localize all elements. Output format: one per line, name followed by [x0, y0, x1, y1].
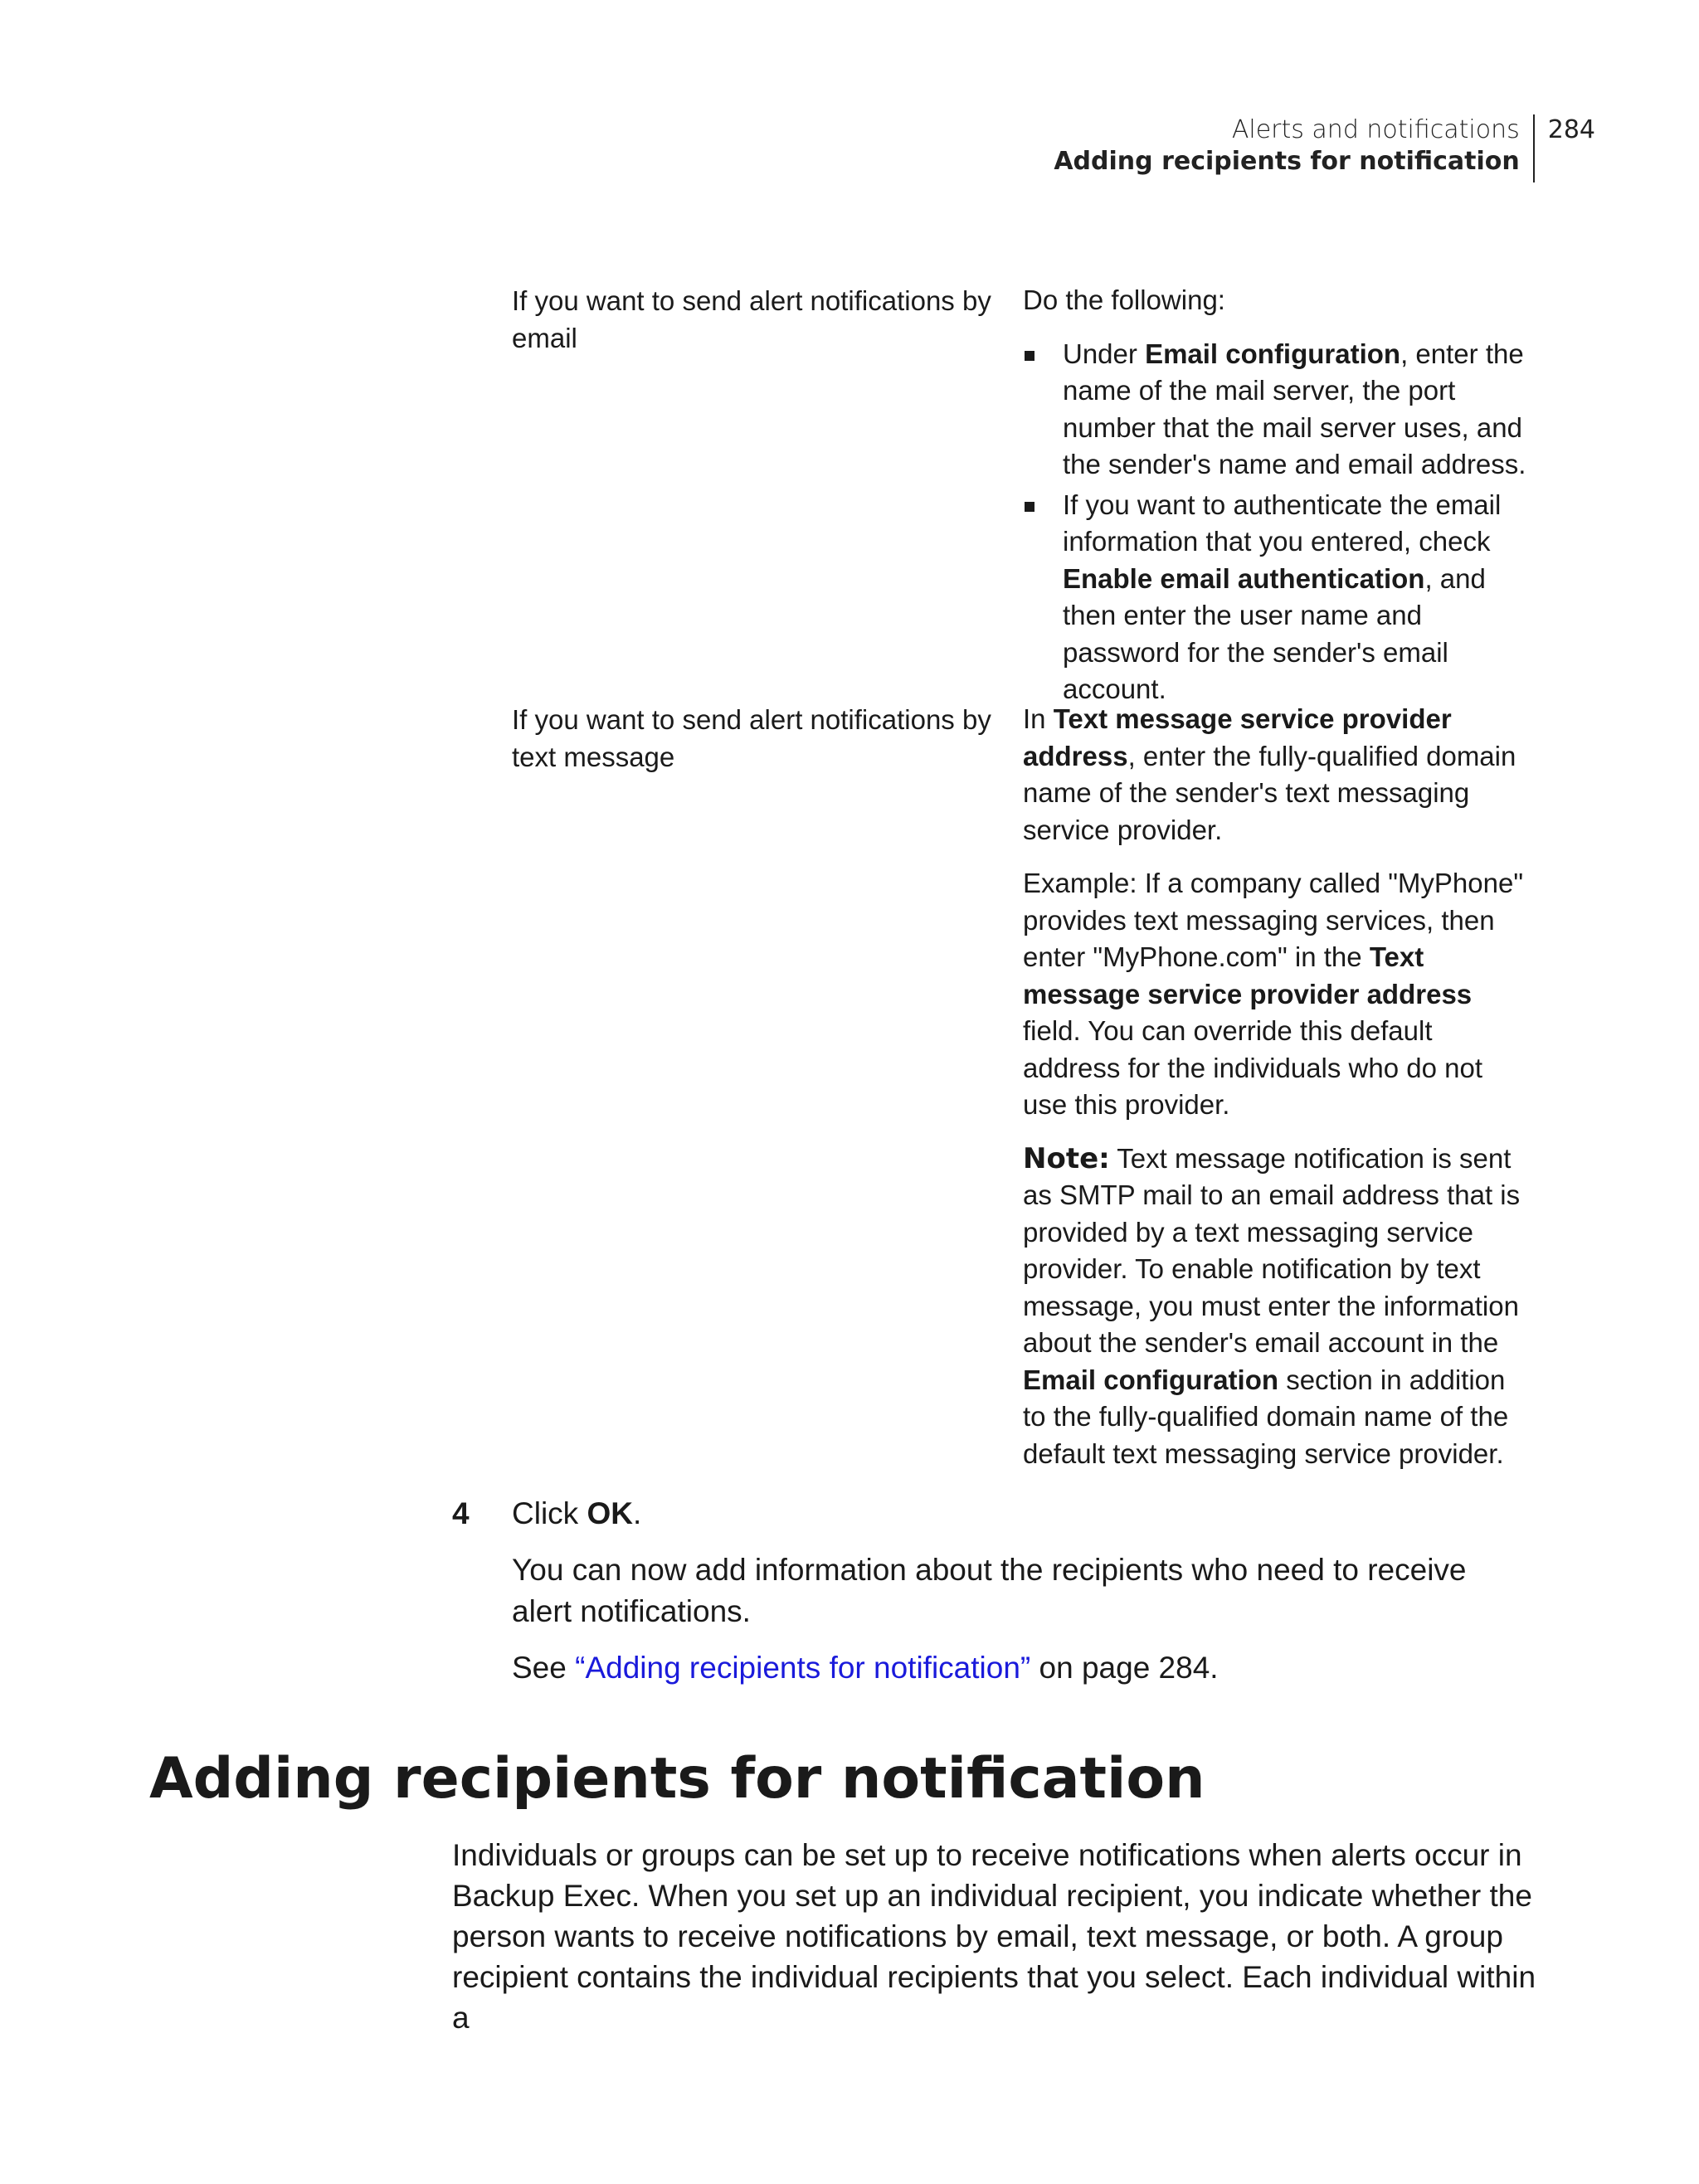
- bullet-text: Under: [1063, 338, 1146, 369]
- chapter-title: Alerts and notifications: [1231, 115, 1520, 144]
- text: See: [512, 1651, 576, 1685]
- step-result: You can now add information about the recipients who need to receive alert notifications.: [512, 1553, 1467, 1628]
- text: field. You can override this default address for the individuals who do not use this provider.: [1023, 1015, 1483, 1120]
- condition-email: If you want to send alert notifications by email: [512, 285, 991, 353]
- instructions-text-message: [1023, 701, 1529, 1489]
- header-titles: [1054, 114, 1534, 182]
- instruction-lead: Do the following:: [1023, 285, 1225, 315]
- bullet-text: , enter the name of the mail server, the port number that the mail server uses, and the sender's name and email address.: [1063, 338, 1526, 479]
- instructions-email: [1023, 282, 1529, 712]
- bullet-text: , and then enter the user name and password for the sender's email account.: [1063, 562, 1486, 704]
- ui-term: OK: [587, 1496, 633, 1530]
- step-number: 4: [452, 1496, 470, 1530]
- cross-reference: [512, 1647, 1524, 1689]
- square-bullet-icon: [1025, 351, 1034, 361]
- step-body: [512, 1493, 1524, 1704]
- bullet-list: [1023, 336, 1529, 708]
- text: section in addition to the fully-qualified domain name of the default text messaging service provider.: [1023, 1364, 1509, 1469]
- bullet-item: [1023, 336, 1529, 484]
- section-title: Adding recipients for notification: [1054, 147, 1520, 176]
- note-label: Note:: [1023, 1141, 1110, 1175]
- note-paragraph: [1023, 1141, 1529, 1473]
- ui-term: Email configuration: [1023, 1364, 1279, 1395]
- ui-term: Email configuration: [1145, 338, 1401, 369]
- bullet-item: [1023, 487, 1529, 708]
- bullet-text: If you want to authenticate the email information that you entered, check: [1063, 489, 1502, 557]
- ui-term: Enable email authentication: [1063, 562, 1425, 594]
- text: In: [1023, 703, 1054, 734]
- page-number: 284: [1547, 115, 1595, 144]
- ui-term: Text message service provider address: [1023, 703, 1452, 771]
- text: on page 284.: [1030, 1651, 1219, 1685]
- text: .: [632, 1496, 642, 1530]
- cross-reference-link[interactable]: “Adding recipients for notification”: [575, 1651, 1031, 1685]
- example-paragraph: [1023, 865, 1529, 1124]
- instruction-paragraph: [1023, 701, 1529, 849]
- running-header: [1054, 114, 1595, 182]
- square-bullet-icon: [1025, 502, 1034, 512]
- text: , enter the fully-qualified domain name of the sender's text messaging service provider.: [1023, 740, 1516, 845]
- intro-paragraph: Individuals or groups can be set up to receive notifications when alerts occur in Backup Exec. When you set up an individual recipient, you indicate whether the person wants to receive notifications by email, text message, or both. A group recipient contains the individual recipients that you select. Each individual within a: [452, 1838, 1536, 2035]
- text: Click: [512, 1496, 587, 1530]
- section-heading: Adding recipients for notification: [149, 1746, 1205, 1812]
- step-instruction: [512, 1493, 1524, 1535]
- condition-text-message: If you want to send alert notifications by text message: [512, 704, 991, 772]
- text: Example: If a company called "MyPhone" provides text messaging services, then enter "MyPhone.com" in the: [1023, 868, 1524, 972]
- ui-term: Text message service provider address: [1023, 941, 1473, 1009]
- text: Text message notification is sent as SMTP mail to an email address that is provided by a text messaging service provider. To enable notification by text message, you must enter the information about the sender's email account in the: [1023, 1142, 1521, 1358]
